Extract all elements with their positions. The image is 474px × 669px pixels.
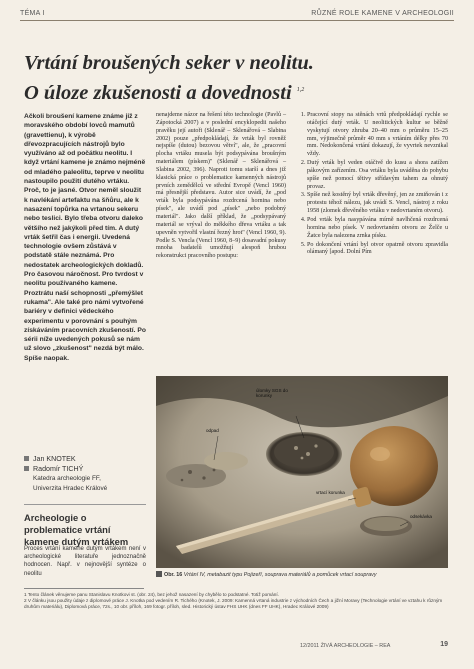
footnote-rule [24,588,144,589]
list-item: 1. Pracovní stopy na stěnách vrtů předpokládají rychle se otáčející dutý vrták. U neolitických kultur se běžně vyskytují otvory zhruba 20–40 mm o průměru 15–25 mm, výjimečně průměr 40 mm s vrtáním délky přes 70 mm. Nedokončená vrtání dokazují, že vyvrtek nevznikal vždy. [307,112,448,159]
procedure-list [296,112,448,257]
affiliation-line-1: Katedra archeologie FF, [33,475,101,482]
lead-text: Ačkoli broušení kamene známe již z moravského období lovců mamutů (gravettienu), k výrobě dřevozpracujících nástrojů bylo využíváno až od počátku neolitu. I když vrtání kamene je známo nejméně od mladého paleolitu, teprve v neolitu nastoupilo použití dutého vrtáku. Proč, to je jasné. Otvor neměl sloužit k navlékání artefaktu na šňůru, ale k nasazení topůrka na vrtanou sekeru nebo teslici. Bylo třeba otvoru daleko většího než jakýkoli před tím. A dutý vrták šetřil čas i energii. Uvedená technologie ovšem zůstává v podstatě stále neznámá. Pro nedostatek archeologických dokladů. Pro časovou náročnost. Pro tvrdost v neolitu používaného kamene. Proztrátu naší schopnosti „přemýšlet rukama". Ale také pro námi vytvořené bariéry v definici vědeckého experimentu v porovnání s pouhým získáváním pracovních zkušeností. Po sérii níže uvedených pokusů se nám už slovo „zkušenost" nezdá být málo. Spíše naopak. [24,113,146,362]
footnotes [24,592,448,610]
list-item: 5. Po dokončení vrtání byl otvor opatrně otvoru zpravidla olámaný [apod. Dolní Pím [307,242,448,258]
author-bullet-icon [24,466,29,471]
running-head-left: TÉMA I [20,10,45,17]
footnote-1: 1 Tento článek věnujeme panu Stanislavu Knotkovi st. (obr. 24), bez jehož nasazení by chybělo to podstatné. Totiž pomání. [24,592,279,597]
list-item: 4. Pod vrták byla nasypávána mírně navlhčená rozdrcená hornina nebo písek. V nedovrtaném otvoru ze Želče u Žatce byla nalezena zrnka písku. [307,217,448,241]
figure-photo [156,376,448,568]
list-item: 2. Dutý vrták byl veden otáčivě do kusu a shora zatížen pákovým zařízením. Osa vrtáku byla uváděna do pohybu spíše než pomocí tětivy střídavým tahem za ohnutý provaz. [307,160,448,191]
author-bullet-icon [24,456,29,461]
lead-paragraph [24,112,146,363]
sidebar-rule [24,504,146,505]
body-column-3 [296,112,448,258]
footer-issue: 12/2011 ŽIVÁ ARCHEOLOGIE – REA [300,643,391,649]
caption-marker-icon [156,571,162,577]
sidebar-heading: Archeologie o problematice vrtání kamene dutým vrtákem [24,512,129,547]
author-2-name: Radomír TICHÝ [33,465,84,473]
header-rule [20,20,454,21]
photo-label-drill: vrtací korunka [316,490,345,495]
author-1 [24,454,146,464]
affiliation-line-2: Univerzita Hradec Králové [33,485,108,492]
caption-label: Obr. 16 [164,572,183,578]
body-column-2 [156,112,286,261]
title-footnote-ref: 1,2 [296,87,305,93]
author-2 [24,464,146,474]
title-line-2-text: O úloze zkušenosti a dovednosti [24,81,292,104]
photo-illustration [156,376,448,568]
footnote-2: 2 V článku jsou použity údaje z diplomové práce J. Knotka pod vedením R. Tichého (Knotek, J. 2009: Kamenná vrtaná industrie z východních Čech a jižní Moravy (Technologie vrtání ve vztahu k různým druhům materiálu), Diplomová práce, 72s., 10 obr. příloh, 169 fotogr. příloh, sled. Historický ústav FHS UHK (dnes FF UHK), Hradec Králové 2009) [24,598,443,610]
running-head-right: RŮZNÉ ROLE KAMENE V ARCHEOLOGII [311,10,454,17]
authors-block [24,454,146,494]
figure-caption [156,571,448,579]
body-column-2-text: nenajdeme názor na řešení této technologie (Pavlů – Zápotocká 2007) a v poslední encyklopedii našeho pravěku její autoři (Sklenář – Sklenářová – Slabina 2002) pouze „předpokládají, že vrták byl rovněž nejspíše (dutou) bezovou větví", ale, že „pracovní plocha vrtáku musela být podsypávána broušným materiálem (pískem)" (Sklenář – Sklenářová – Slabina 2002, 396). Naproti tomu starší a dnes již klasická práce o problematice kamenných nástrojů prvních zemědělců ve střední Evropě (Vencl 1960) má přesnější představu. Autor sice uvádí, že „pod vrták byla podsypávána rozdrcená hornina nebo písek", ale uvádí pod „písek" „nebo podobný materiál". Jako další příklad, že „podsypávaný materiál se vrýval do měkkého dřeva vrtáku a tak upevněn vytvořil vlastní řezný hrot" (Vencl 1960, 9). Podle S. Vencla (Vencl 1960, 8–9) dosavadní pokusy mnoha badatelů umožňují alespoň hrubou rekonstrukci pracovního postupu: [156,112,286,260]
photo-label-wood: odsekávka [410,514,432,519]
title-line-1: Vrtání broušených seker v neolitu. [24,52,314,74]
article-title [24,50,454,107]
title-line-2 [24,77,454,107]
caption-text: Vrtání IV, metabazit typu Pojizeří, souprava materiálů a pomůcek vrtací soupravy [183,572,377,578]
debris-pile-light [204,452,248,470]
sidebar-text: Proces vrtání kamene dutým vrtákem není v archeologické literatuře jednoznačně hodnocen. Např. v nejnovější syntéze o neolitu [24,546,146,577]
photo-label-sample: úlomky SGS do korunky [256,388,288,399]
author-1-name: Jan KNOTEK [33,455,76,463]
page-number: 19 [440,641,448,648]
list-item: 3. Spíše než kostěný byl vrták dřevěný, jen ze zmiňován i z protestu téhož nálezu, jak uvádí S. Vencl, nástroj z roku 1958 (zlomek dřevěného vrtáku v nedovrtaném otvoru). [307,192,448,216]
photo-label-waste: odpad [206,428,219,433]
